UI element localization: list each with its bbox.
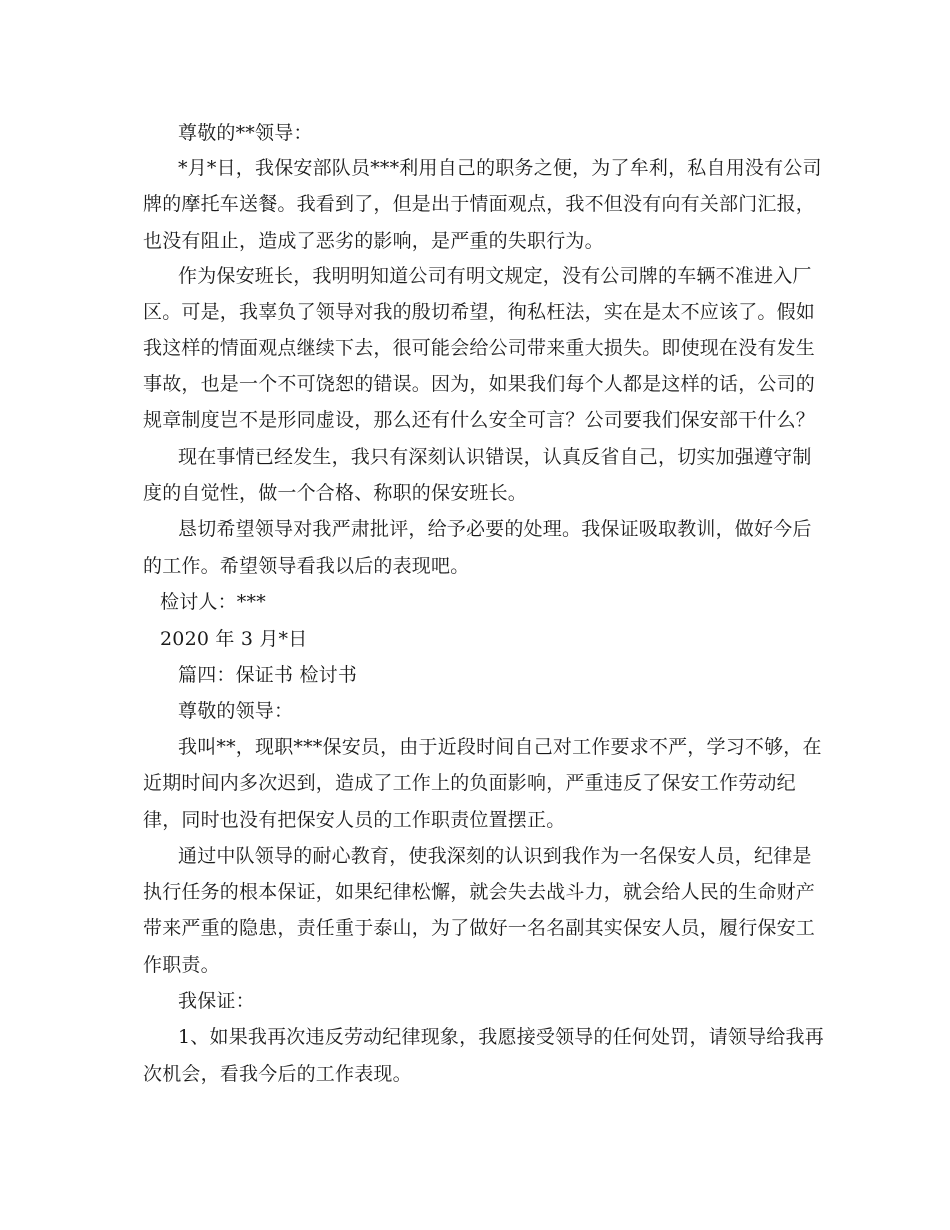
- paragraph-line: 恳切希望领导对我严肃批评，给予必要的处理。我保证吸取教训，做好今后: [178, 518, 812, 540]
- paragraph-line: 作职责。: [143, 954, 220, 976]
- paragraph-line: 我这样的情面观点继续下去，很可能会给公司带来重大损失。即使现在没有发生: [143, 337, 816, 359]
- paragraph-line: 事故，也是一个不可饶恕的错误。因为，如果我们每个人都是这样的话，公司的: [143, 373, 816, 395]
- paragraph-line: *月*日，我保安部队员***利用自己的职务之便，为了牟利，私自用没有公司: [178, 157, 822, 179]
- paragraph-line: 带来严重的隐患，责任重于泰山，为了做好一名名副其实保安人员，履行保安工: [143, 917, 816, 939]
- paragraph-line: 度的自觉性，做一个合格、称职的保安班长。: [143, 482, 528, 504]
- paragraph-line: 作为保安班长，我明明知道公司有明文规定，没有公司牌的车辆不准进入厂: [178, 265, 812, 287]
- section-heading: 篇四：保证书 检讨书: [178, 664, 358, 686]
- pledge-item-line: 次机会，看我今后的工作表现。: [143, 1063, 412, 1085]
- paragraph-line: 牌的摩托车送餐。我看到了，但是出于情面观点，我不但没有向有关部门汇报，: [143, 193, 816, 215]
- paragraph-line: 区。可是，我辜负了领导对我的殷切希望，徇私枉法，实在是太不应该了。假如: [143, 301, 816, 323]
- pledge-item-line: 1、如果我再次违反劳动纪律现象，我愿接受领导的任何处罚，请领导给我再: [178, 1026, 824, 1048]
- pledge-heading: 我保证：: [178, 990, 255, 1012]
- salutation: 尊敬的领导：: [178, 700, 294, 722]
- paragraph-line: 规章制度岂不是形同虚设，那么还有什么安全可言？公司要我们保安部干什么？: [143, 409, 816, 431]
- paragraph-line: 近期时间内多次迟到，造成了工作上的负面影响，严重违反了保安工作劳动纪: [143, 772, 796, 794]
- paragraph-line: 我叫**，现职***保安员，由于近段时间自己对工作要求不严，学习不够，在: [178, 736, 822, 758]
- paragraph-line: 的工作。希望领导看我以后的表现吧。: [143, 555, 470, 577]
- signer: 检讨人：***: [160, 591, 266, 613]
- paragraph-line: 律，同时也没有把保安人员的工作职责位置摆正。: [143, 809, 566, 831]
- paragraph-line: 现在事情已经发生，我只有深刻认识错误，认真反省自己，切实加强遵守制: [178, 446, 812, 468]
- salutation: 尊敬的**领导：: [178, 122, 313, 144]
- paragraph-line: 执行任务的根本保证，如果纪律松懈，就会失去战斗力，就会给人民的生命财产: [143, 881, 816, 903]
- paragraph-line: 也没有阻止，造成了恶劣的影响，是严重的失职行为。: [143, 230, 604, 252]
- date: 2020 年 3 月*日: [160, 628, 308, 650]
- paragraph-line: 通过中队领导的耐心教育，使我深刻的认识到我作为一名保安人员，纪律是: [178, 845, 812, 867]
